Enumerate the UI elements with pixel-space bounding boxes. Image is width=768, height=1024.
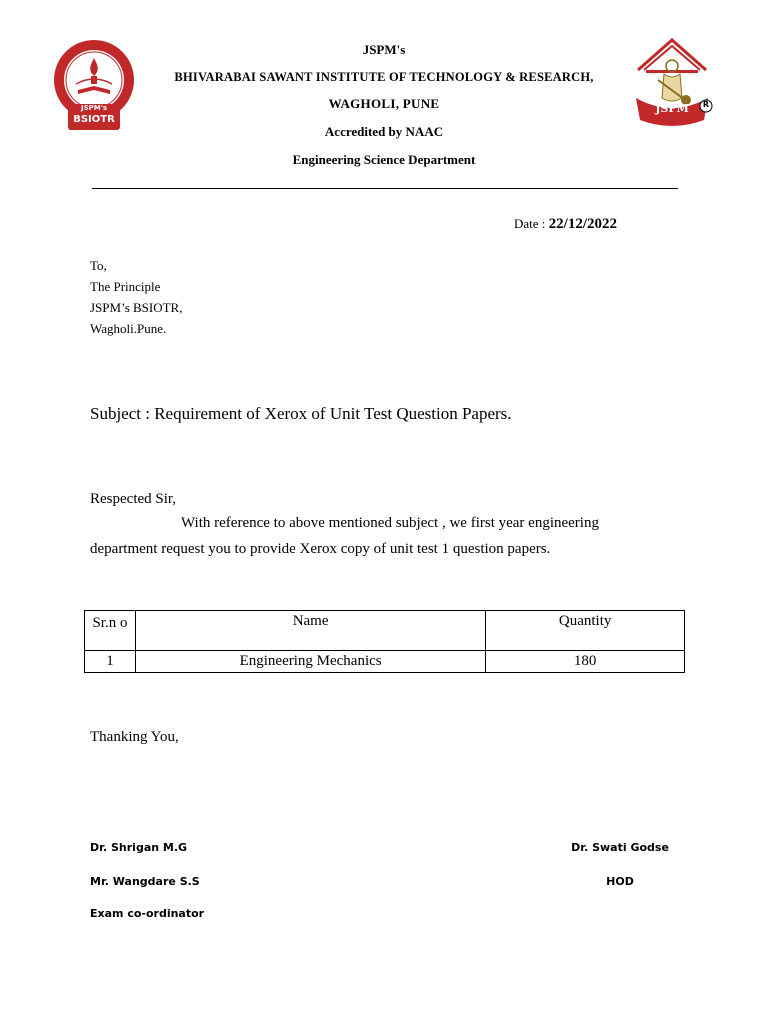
header-location: WAGHOLI, PUNE (328, 96, 440, 111)
table-cell: Engineering Mechanics (135, 651, 485, 673)
body-paragraph-line-1: With reference to above mentioned subject , we first year engineering (181, 515, 599, 531)
table-cell: 1 (85, 651, 136, 673)
logo-label-top: JSPM's (80, 104, 108, 112)
registered-mark: R (702, 100, 710, 109)
table-header-cell: Quantity (486, 611, 685, 651)
address-line: Wagholi.Pune. (90, 321, 167, 336)
date-label: Date : (514, 216, 546, 231)
closing: Thanking You, (90, 729, 179, 745)
table-header-row (85, 611, 685, 651)
header-institute-name: BHIVARABAI SAWANT INSTITUTE OF TECHNOLOGY & RESEARCH, (174, 70, 594, 84)
signatory-role: Exam co-ordinator (90, 907, 205, 920)
date-line (514, 216, 617, 233)
header-accreditation: Accredited by NAAC (324, 124, 444, 139)
table-cell: 180 (486, 651, 685, 673)
table-header-cell: Name (135, 611, 485, 651)
header-divider (92, 188, 678, 189)
signatory-name: Dr. Shrigan M.G (90, 841, 188, 854)
table-header-cell: Sr.n o (85, 611, 136, 651)
body-paragraph-line-2: department request you to provide Xerox copy of unit test 1 question papers. (90, 541, 551, 557)
address-line: The Principle (90, 279, 161, 294)
logo-label-bottom: BSIOTR (73, 114, 115, 125)
signatory-name: Mr. Wangdare S.S (90, 875, 200, 888)
date-value: 22/12/2022 (548, 216, 617, 232)
hod-title: HOD (606, 875, 634, 888)
salutation: Respected Sir, (90, 491, 177, 507)
header-department: Engineering Science Department (292, 152, 476, 167)
jspm-logo-label: JSPM (655, 102, 689, 115)
address-line: To, (90, 258, 107, 273)
requirement-table (84, 610, 685, 673)
subject-line: Subject : Requirement of Xerox of Unit Test Question Papers. (90, 404, 512, 423)
hod-name: Dr. Swati Godse (571, 841, 669, 854)
table-row (85, 651, 685, 673)
address-line: JSPM’s BSIOTR, (90, 300, 183, 315)
header-line-1: JSPM's (362, 42, 406, 57)
